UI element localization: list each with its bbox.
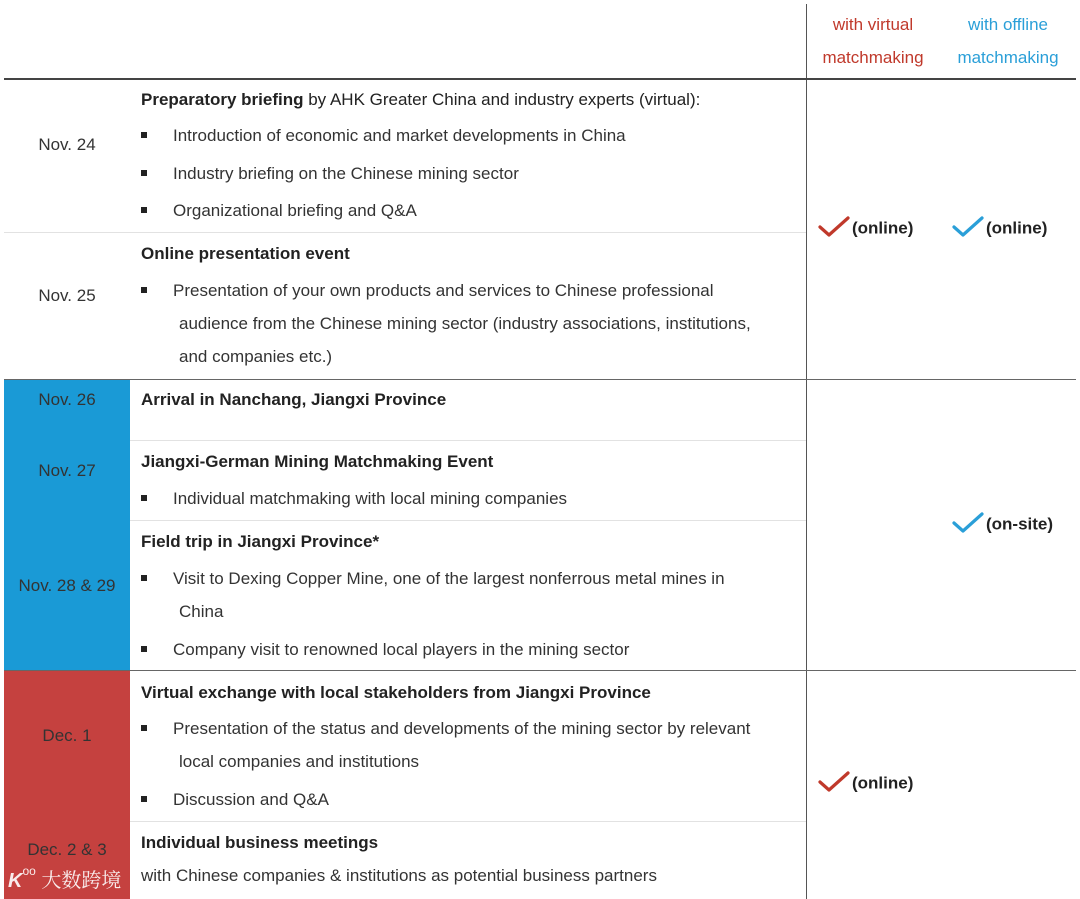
list-item: Presentation of the status and developments of the mining sector by relevant <box>141 719 750 739</box>
row-title: Jiangxi-German Mining Matchmaking Event <box>141 452 494 471</box>
bullet-icon <box>141 495 147 501</box>
row-title: Virtual exchange with local stakeholders from Jiangxi Province <box>141 683 651 702</box>
bullet-icon <box>141 725 147 731</box>
bullet-icon <box>141 796 147 802</box>
header-rule <box>4 78 1076 80</box>
date-label: Nov. 26 <box>38 390 96 409</box>
section-rule <box>4 670 1076 671</box>
header-offline <box>943 8 1073 74</box>
list-item-continued: audience from the Chinese mining sector (industry associations, institutions, <box>179 314 751 333</box>
bullet-icon <box>141 646 147 652</box>
row-rule <box>130 821 806 822</box>
date-label: Nov. 27 <box>38 461 96 480</box>
row-rule <box>130 520 806 521</box>
checkmark-icon <box>818 216 850 238</box>
list-item: Introduction of economic and market developments in China <box>141 126 626 146</box>
list-item: Industry briefing on the Chinese mining sector <box>141 164 519 184</box>
watermark-logo: K <box>8 870 23 892</box>
date-label: Dec. 2 & 3 <box>27 840 107 859</box>
row-rule <box>4 232 806 233</box>
check-offline-online: (online) <box>952 218 1047 240</box>
list-item-continued: and companies etc.) <box>179 347 333 366</box>
checkmark-icon <box>818 771 850 793</box>
date-block-blue <box>4 380 130 670</box>
row-title <box>141 90 700 110</box>
header-offline-line1: with offline <box>967 15 1048 34</box>
title-rest: by AHK Greater China and industry experts (virtual): <box>303 90 701 109</box>
row-title: Field trip in Jiangxi Province* <box>141 532 380 551</box>
date-label: Nov. 24 <box>38 135 96 154</box>
bullet-icon <box>141 170 147 176</box>
list-item-continued: local companies and institutions <box>179 752 420 771</box>
date-label: Nov. 25 <box>38 286 96 305</box>
check-offline-onsite: (on-site) <box>952 514 1053 536</box>
column-divider <box>806 4 807 899</box>
checkmark-icon <box>952 512 984 534</box>
header-virtual-line1: with virtual <box>832 15 914 34</box>
bullet-icon <box>141 132 147 138</box>
check-virtual-online: (online) <box>818 773 913 795</box>
row-title: Arrival in Nanchang, Jiangxi Province <box>141 390 447 409</box>
list-item: Visit to Dexing Copper Mine, one of the largest nonferrous metal mines in <box>141 569 725 589</box>
list-item: Organizational briefing and Q&A <box>141 201 417 221</box>
row-title: Individual business meetings <box>141 833 379 852</box>
date-label: Dec. 1 <box>42 726 92 745</box>
check-virtual-online: (online) <box>818 218 913 240</box>
title-bold: Preparatory briefing <box>141 90 304 109</box>
section-rule <box>4 379 1076 380</box>
bullet-icon <box>141 207 147 213</box>
row-title: Online presentation event <box>141 244 350 263</box>
bullet-icon <box>141 575 147 581</box>
list-item: Presentation of your own products and services to Chinese professional <box>141 281 714 301</box>
bullet-icon <box>141 287 147 293</box>
header-offline-line2: matchmaking <box>957 48 1059 67</box>
watermark-text: 大数跨境 <box>41 870 122 892</box>
list-item: Discussion and Q&A <box>141 790 329 810</box>
row-rule <box>130 440 806 441</box>
header-virtual <box>808 8 938 74</box>
header-virtual-line2: matchmaking <box>822 48 924 67</box>
list-item: Individual matchmaking with local mining companies <box>141 489 567 509</box>
row-subtitle: with Chinese companies & institutions as potential business partners <box>141 866 657 885</box>
watermark: $K^{oo}$ 大数跨境 <box>8 864 122 892</box>
list-item-continued: China <box>179 602 224 621</box>
list-item: Company visit to renowned local players in the mining sector <box>141 640 629 660</box>
checkmark-icon <box>952 216 984 238</box>
date-label: Nov. 28 & 29 <box>18 576 116 595</box>
